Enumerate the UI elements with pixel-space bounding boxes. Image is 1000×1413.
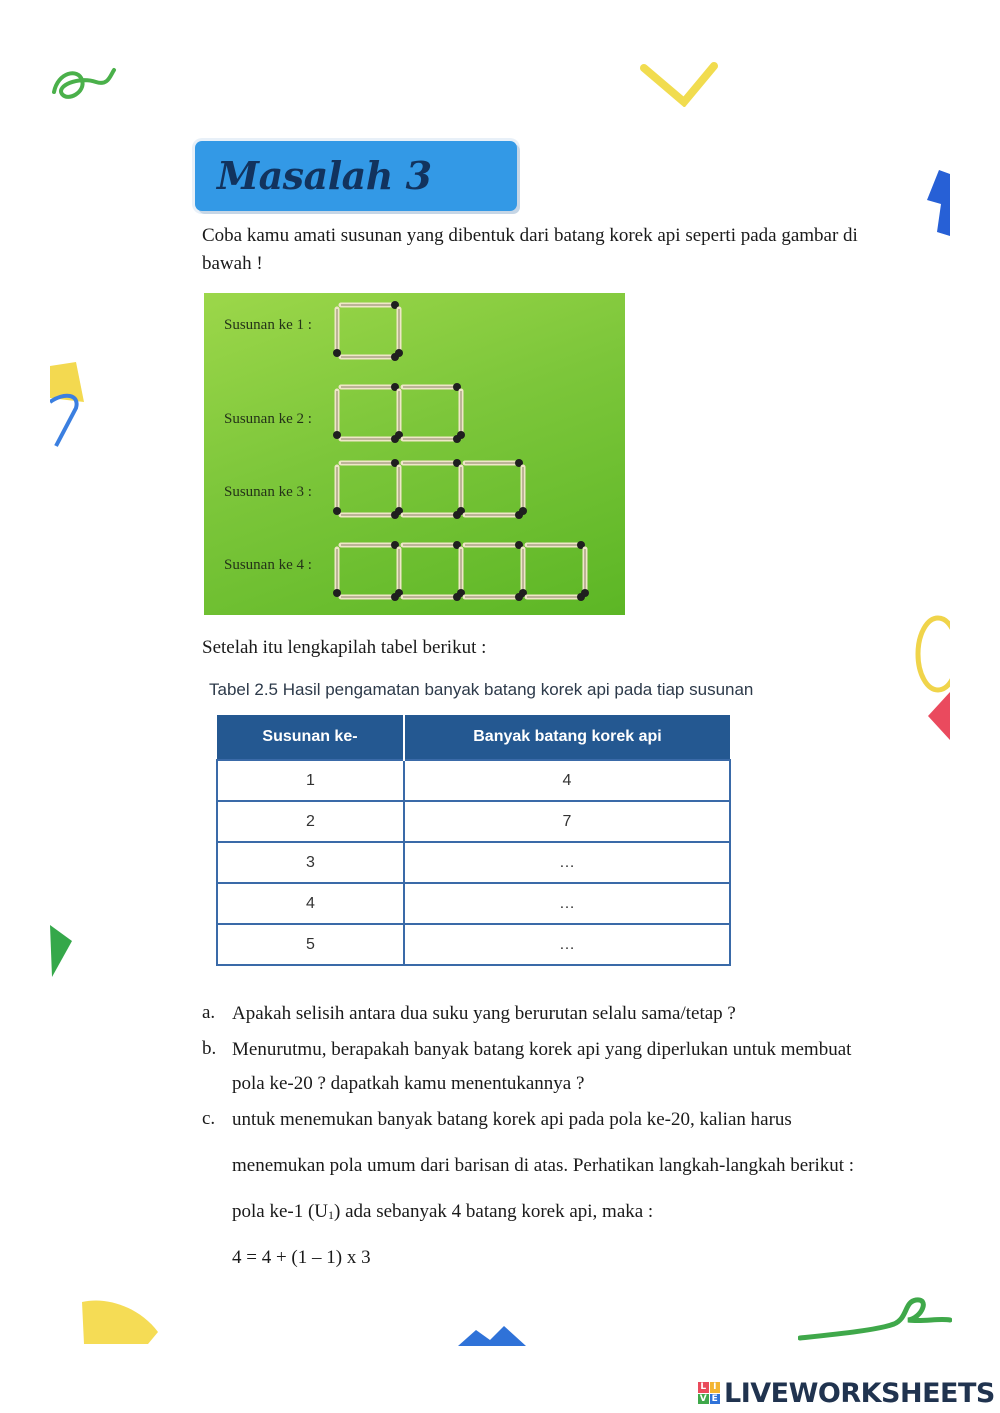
- blue-mountain-decoration: [458, 1326, 528, 1346]
- match-head: [333, 589, 341, 597]
- question-c-letter: c.: [202, 1108, 216, 1129]
- table-row: [217, 801, 730, 842]
- question-b-letter: b.: [202, 1038, 217, 1059]
- table-row: [217, 842, 730, 883]
- green-triangle-decoration: [50, 925, 74, 977]
- table-header-row: [217, 715, 730, 760]
- observation-table: [216, 715, 731, 966]
- question-c-line-3-a: pola ke-1 (U: [232, 1201, 329, 1222]
- blue-shard-decoration: [925, 170, 950, 236]
- logo-letter-e: E: [710, 1394, 721, 1405]
- question-b-line-1: Menurutmu, berapakah banyak batang korek api yang diperlukan untuk membuat: [232, 1039, 852, 1060]
- question-a-text: [232, 997, 912, 1031]
- match-head: [519, 507, 527, 515]
- formula-line: 4 = 4 + (1 – 1) x 3: [232, 1247, 371, 1268]
- match-head: [333, 431, 341, 439]
- logo-letter-i: I: [710, 1382, 721, 1393]
- table-caption: Tabel 2.5 Hasil pengamatan banyak batang korek api pada tiap susunan: [209, 680, 754, 699]
- cell-banyak-answer[interactable]: …: [404, 883, 730, 924]
- header-susunan: Susunan ke-: [217, 715, 404, 760]
- logo-grid-icon: [698, 1382, 720, 1404]
- cell-banyak: 4: [404, 760, 730, 801]
- green-scribble-decoration: [798, 1294, 952, 1346]
- match-head: [333, 507, 341, 515]
- cell-susunan: 2: [217, 801, 404, 842]
- title-banner: [195, 141, 517, 211]
- subscript-1: 1: [328, 1208, 335, 1222]
- question-c-line-2: menemukan pola umum dari barisan di atas. Perhatikan langkah-langkah berikut :: [232, 1155, 855, 1176]
- question-b-text: [232, 1033, 912, 1101]
- cell-susunan: 3: [217, 842, 404, 883]
- yellow-blue-decoration: [50, 362, 90, 450]
- page-title: Masalah 3: [217, 153, 432, 198]
- green-squiggle-decoration: [48, 62, 118, 112]
- match-head: [395, 349, 403, 357]
- figure-label-3: Susunan ke 3 :: [224, 484, 312, 500]
- match-head: [581, 589, 589, 597]
- header-banyak-batang: Banyak batang korek api: [404, 715, 730, 760]
- question-a-line: Apakah selisih antara dua suku yang berurutan selalu sama/tetap ?: [232, 1003, 736, 1024]
- match-head: [457, 431, 465, 439]
- figure-label-4: Susunan ke 4 :: [224, 557, 312, 573]
- table-row: [217, 924, 730, 965]
- question-c-line-3-b: ) ada sebanyak 4 batang korek api, maka :: [334, 1201, 654, 1222]
- yellow-blob-decoration: [78, 1296, 160, 1346]
- matchstick-figure: [204, 293, 625, 615]
- figure-label-2: Susunan ke 2 :: [224, 411, 312, 427]
- liveworksheets-logo: [698, 1377, 995, 1409]
- table-instruction: Setelah itu lengkapilah tabel berikut :: [202, 637, 487, 658]
- cell-susunan: 1: [217, 760, 404, 801]
- logo-letter-v: V: [699, 1393, 707, 1404]
- question-c-line-3: [232, 1195, 912, 1232]
- cell-susunan: 5: [217, 924, 404, 965]
- table-row: [217, 883, 730, 924]
- figure-label-1: Susunan ke 1 :: [224, 317, 312, 333]
- yellow-check-decoration: [640, 62, 720, 107]
- logo-letter-l: L: [698, 1382, 709, 1393]
- matchstick-drawing: [204, 293, 625, 615]
- cell-banyak-answer[interactable]: …: [404, 924, 730, 965]
- question-a-letter: a.: [202, 1002, 216, 1023]
- cell-susunan: 4: [217, 883, 404, 924]
- intro-paragraph: Coba kamu amati susunan yang dibentuk dari batang korek api seperti pada gambar di bawah !: [202, 225, 858, 274]
- table-row: [217, 760, 730, 801]
- question-c-line-1: untuk menemukan banyak batang korek api pada pola ke-20, kalian harus: [232, 1109, 792, 1130]
- logo-text: LIVEWORKSHEETS: [724, 1377, 995, 1409]
- question-b-line-2: pola ke-20 ? dapatkah kamu menentukannya ?: [232, 1073, 585, 1094]
- match-head: [333, 349, 341, 357]
- yellow-ring-red-decoration: [910, 612, 950, 742]
- cell-banyak: 7: [404, 801, 730, 842]
- cell-banyak-answer[interactable]: …: [404, 842, 730, 883]
